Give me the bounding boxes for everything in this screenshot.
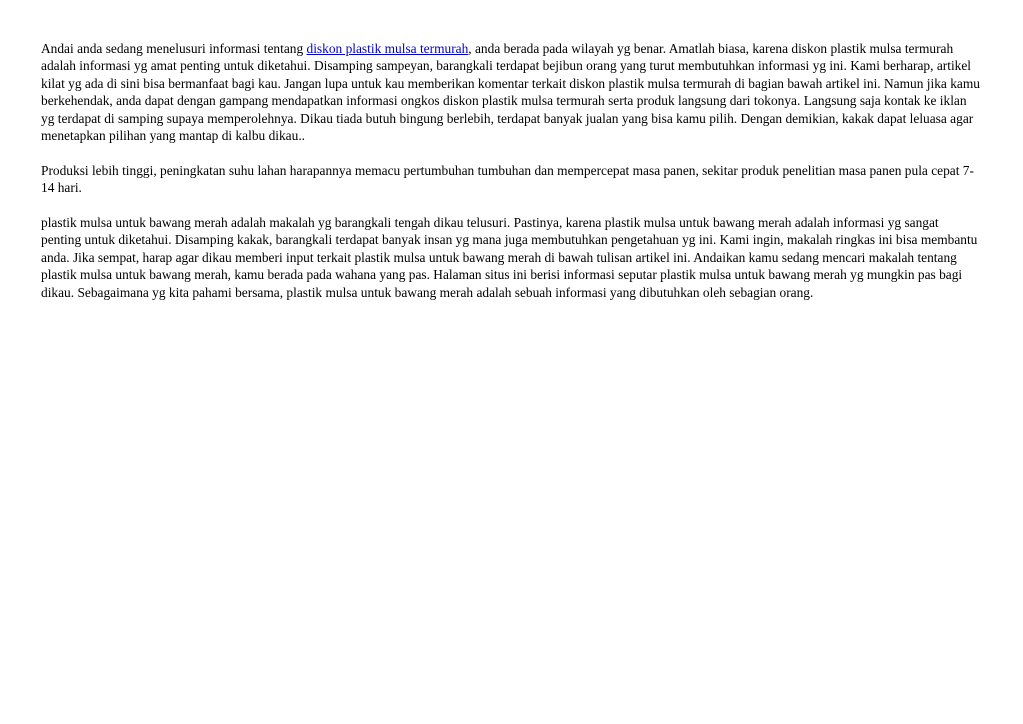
paragraph-intro [41, 40, 981, 144]
intro-text-after-link: , anda berada pada wilayah yg benar. Amatlah biasa, karena diskon plastik mulsa termurah adalah informasi yg amat penting untuk diketahui. Disamping sampeyan, barangkali terdapat bejibun orang yang turut membutuhkan informasi yg ini. Kami berharap, artikel kilat yg ada di sini bisa bermanfaat bagi kau. Jangan lupa untuk kau memberikan komentar terkait diskon plastik mulsa termurah di bagian bawah artikel ini. Namun jika kamu berkehendak, anda dapat dengan gampang mendapatkan informasi ongkos diskon plastik mulsa termurah serta produk langsung dari tokonya. Langsung saja kontak ke iklan yg terdapat di samping supaya memperolehnya. Dikau tiada butuh bingung berlebih, terdapat banyak jualan yang bisa kamu pilih. Dengan demikian, kakak dapat leluasa agar menetapkan pilihan yang mantap di kalbu dikau.. [41, 41, 980, 144]
paragraph-bawang-merah: plastik mulsa untuk bawang merah adalah makalah yg barangkali tengah dikau telusuri. Pastinya, karena plastik mulsa untuk bawang merah adalah informasi yg sangat penting untuk diketahui. Disamping kakak, barangkali terdapat banyak insan yg mana juga membutuhkan pengetahuan yg ini. Kami ingin, makalah ringkas ini bisa membantu anda. Jika sempat, harap agar dikau memberi input terkait plastik mulsa untuk bawang merah di bawah tulisan artikel ini. Andaikan kamu sedang mencari makalah tentang plastik mulsa untuk bawang merah, kamu berada pada wahana yang pas. Halaman situs ini berisi informasi seputar plastik mulsa untuk bawang merah yg mungkin pas bagi dikau. Sebagaimana yg kita pahami bersama, plastik mulsa untuk bawang merah adalah sebuah informasi yang dibutuhkan oleh sebagian orang. [41, 215, 978, 300]
intro-text-before-link: Andai anda sedang menelusuri informasi tentang [41, 41, 307, 56]
diskon-plastik-link[interactable]: diskon plastik mulsa termurah [306, 41, 469, 56]
paragraph-production: Produksi lebih tinggi, peningkatan suhu lahan harapannya memacu pertumbuhan tumbuhan dan mempercepat masa panen, sekitar produk penelitian masa panen pula cepat 7-14 hari. [41, 162, 974, 196]
document-body [41, 40, 981, 318]
